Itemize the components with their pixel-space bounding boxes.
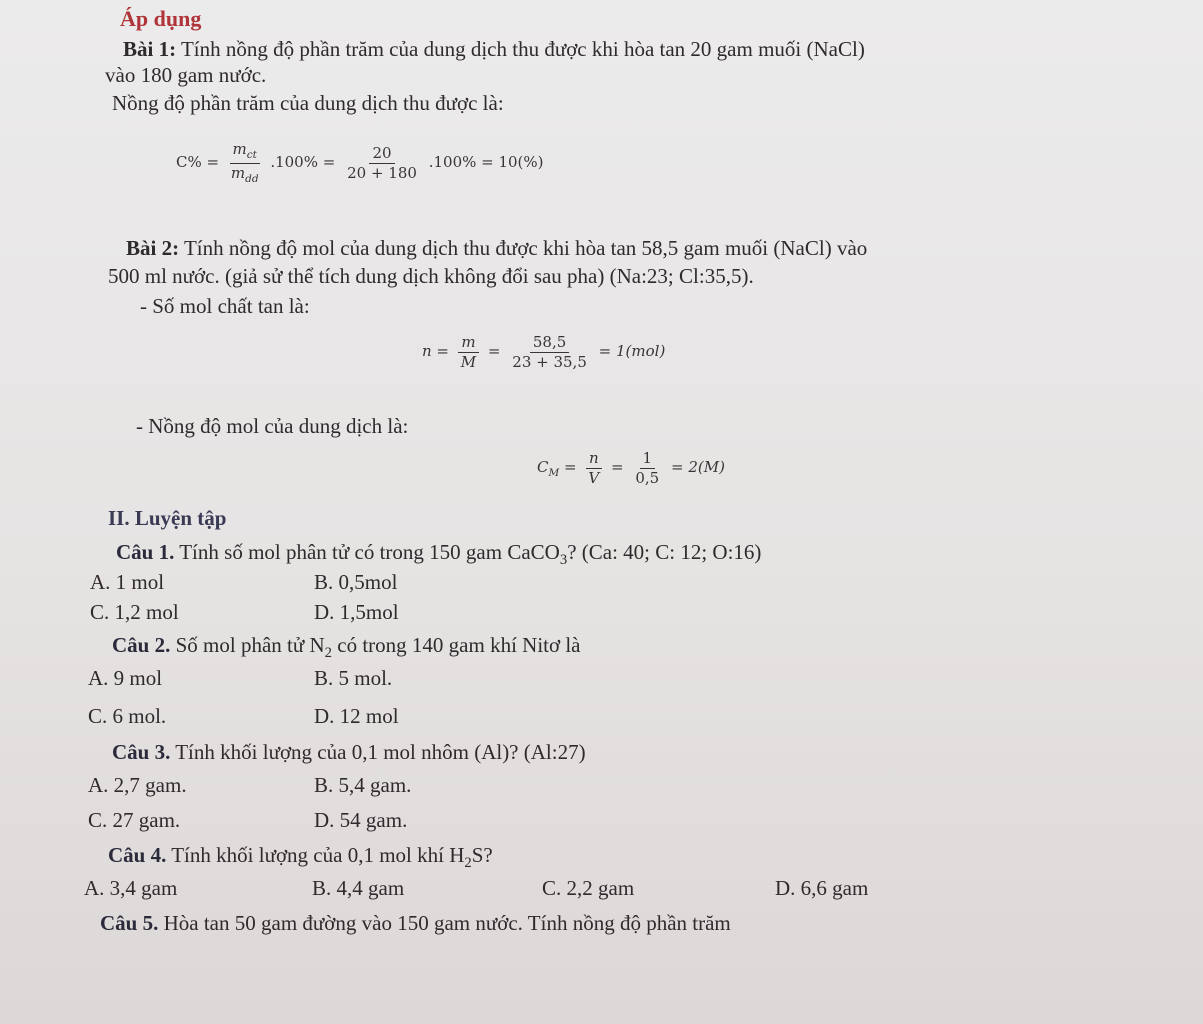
numerator-value: 20	[369, 145, 394, 164]
denominator-sub: dd	[245, 172, 259, 185]
numerator: m	[232, 140, 247, 158]
equals-sign: =	[611, 458, 624, 476]
q3-option-b[interactable]: B. 5,4 gam.	[314, 773, 412, 797]
question-text: Số mol phân tử N	[175, 633, 325, 657]
bai2-formula-moles	[422, 334, 665, 370]
question-text: Tính số mol phân tử có trong 150 gam CaCO	[179, 540, 560, 564]
formula-lhs	[537, 458, 560, 479]
formula-result: = 2(M)	[671, 458, 725, 476]
bai1-line2: vào 180 gam nước.	[105, 63, 267, 87]
question-4	[108, 843, 493, 872]
q4-option-c[interactable]: C. 2,2 gam	[542, 876, 635, 900]
q3-option-c[interactable]: C. 27 gam.	[88, 808, 181, 832]
question-text-sub: 3	[559, 552, 568, 569]
fraction-values	[632, 450, 662, 486]
q2-option-a[interactable]: A. 9 mol	[88, 666, 163, 690]
bai2-line1	[126, 236, 867, 261]
question-text: Hòa tan 50 gam đường vào 150 gam nước. Tính nồng độ phần trăm	[163, 911, 731, 935]
question-label: Câu 3.	[112, 740, 171, 764]
bai2-label: Bài 2:	[126, 236, 180, 260]
question-1	[116, 540, 761, 569]
bai1-label: Bài 1:	[123, 37, 177, 61]
q1-option-b[interactable]: B. 0,5mol	[314, 570, 398, 594]
formula-lhs: n =	[422, 342, 449, 360]
bai1-line1	[123, 37, 865, 62]
denominator: m	[230, 163, 246, 182]
question-text: Tính khối lượng của 0,1 mol khí H	[171, 843, 465, 867]
question-label: Câu 1.	[116, 540, 175, 564]
question-text-after: ? (Ca: 40; C: 12; O:16)	[567, 540, 762, 564]
question-text-sub: 2	[464, 855, 472, 872]
question-text-after: có trong 140 gam khí Nitơ là	[332, 633, 581, 657]
q3-option-d[interactable]: D. 54 gam.	[314, 808, 408, 832]
question-label: Câu 4.	[108, 843, 167, 867]
numerator: n	[586, 450, 602, 469]
q2-option-c[interactable]: C. 6 mol.	[88, 704, 167, 728]
denominator: M	[460, 352, 477, 371]
formula-result: .100% = 10(%)	[428, 153, 544, 172]
numerator-sub: ct	[246, 149, 257, 161]
numerator-value: 58,5	[530, 334, 569, 353]
fraction-n-over-V	[585, 450, 602, 486]
bai1-line3: Nồng độ phần trăm của dung dịch thu được là:	[112, 91, 504, 115]
question-label: Câu 5.	[100, 911, 159, 935]
equals-sign: =	[487, 342, 501, 360]
bai2-text: Tính nồng độ mol của dung dịch thu được khi hòa tan 58,5 gam muối (NaCl) vào	[183, 236, 868, 260]
fraction-mass-ratio	[228, 141, 262, 185]
question-2	[112, 633, 581, 662]
formula-result: = 1(mol)	[598, 342, 666, 360]
formula-mid: .100% =	[270, 153, 336, 172]
denominator: V	[588, 468, 600, 487]
bai2-bullet2: - Nồng độ mol của dung dịch là:	[136, 414, 409, 438]
lhs-sub: M	[548, 467, 560, 479]
bai2-formula-molarity	[537, 450, 725, 486]
fraction-values	[344, 145, 420, 181]
fraction-values	[509, 334, 590, 370]
q1-option-d[interactable]: D. 1,5mol	[314, 600, 399, 624]
equals-sign: =	[564, 458, 577, 476]
q2-option-d[interactable]: D. 12 mol	[314, 704, 399, 728]
q4-option-b[interactable]: B. 4,4 gam	[312, 876, 405, 900]
fraction-m-over-M	[458, 334, 479, 370]
denominator-value: 20 + 180	[347, 163, 417, 182]
numerator-value: 1	[640, 450, 656, 469]
denominator-value: 23 + 35,5	[512, 352, 587, 371]
bai1-formula	[176, 141, 544, 185]
question-text-sub: 2	[324, 645, 333, 662]
q3-option-a[interactable]: A. 2,7 gam.	[88, 773, 187, 797]
bai1-text: Tính nồng độ phần trăm của dung dịch thu được khi hòa tan 20 gam muối (NaCl)	[180, 37, 865, 61]
question-3	[112, 740, 586, 765]
bai2-bullet1: - Số mol chất tan là:	[140, 294, 310, 318]
question-text-after: S?	[471, 843, 493, 867]
section-heading-apply: Áp dụng	[120, 6, 202, 31]
q4-option-d[interactable]: D. 6,6 gam	[775, 876, 869, 900]
q2-option-b[interactable]: B. 5 mol.	[314, 666, 393, 690]
question-text: Tính khối lượng của 0,1 mol nhôm (Al)? (Al:27)	[175, 740, 586, 764]
q1-option-a[interactable]: A. 1 mol	[90, 570, 165, 594]
denominator-value: 0,5	[635, 468, 660, 487]
q4-option-a[interactable]: A. 3,4 gam	[84, 876, 178, 900]
question-5	[100, 911, 731, 936]
question-label: Câu 2.	[112, 633, 171, 657]
formula-lhs: C% =	[176, 153, 220, 172]
bai2-line2: 500 ml nước. (giả sử thể tích dung dịch không đổi sau pha) (Na:23; Cl:35,5).	[108, 264, 754, 288]
numerator: m	[458, 334, 478, 353]
q1-option-c[interactable]: C. 1,2 mol	[90, 600, 179, 624]
lhs-symbol: C	[537, 458, 549, 476]
section-heading-practice: II. Luyện tập	[108, 506, 227, 530]
